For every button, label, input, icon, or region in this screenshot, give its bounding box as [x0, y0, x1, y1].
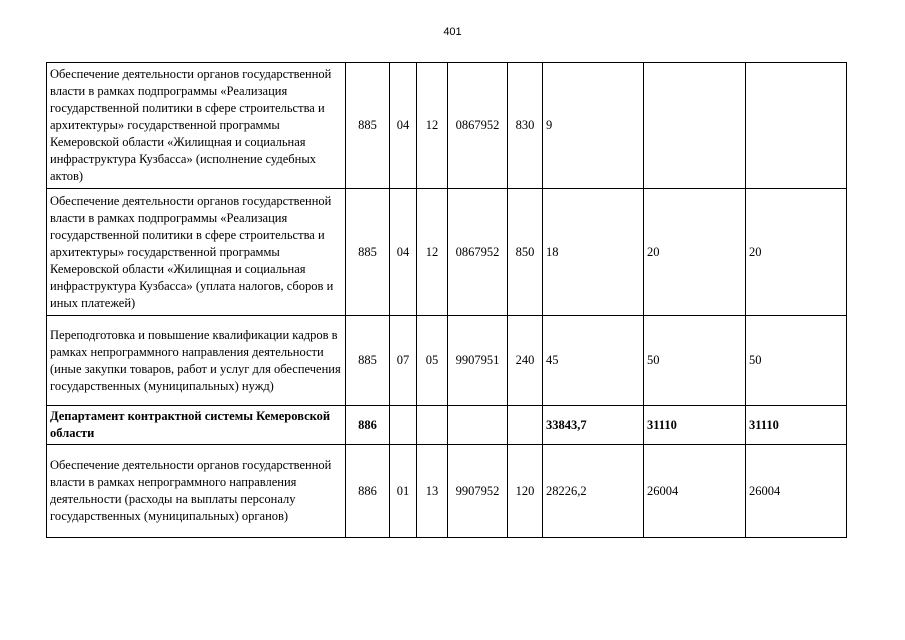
amount-year-2: 26004	[644, 445, 746, 538]
amount-year-1: 28226,2	[543, 445, 644, 538]
amount-year-1: 9	[543, 63, 644, 189]
table-row	[47, 63, 847, 189]
amount-year-2: 31110	[644, 406, 746, 445]
code-vr	[508, 406, 543, 445]
code-rz: 04	[390, 189, 417, 316]
page-number: 401	[443, 26, 462, 38]
table-row-department	[47, 406, 847, 445]
table-row	[47, 316, 847, 406]
row-description: Обеспечение деятельности органов государственной власти в рамках подпрограммы «Реализация государственной политики в сфере строительства и архитектуры» государственной программы Кемеровской области «Жилищная и социальная инфраструктура Кузбасса» (уплата налогов, сборов и иных платежей)	[47, 189, 346, 316]
amount-year-1: 45	[543, 316, 644, 406]
amount-year-3: 20	[746, 189, 847, 316]
row-description: Обеспечение деятельности органов государственной власти в рамках подпрограммы «Реализация государственной политики в сфере строительства и архитектуры» государственной программы Кемеровской области «Жилищная и социальная инфраструктура Кузбасса» (исполнение судебных актов)	[47, 63, 346, 189]
table-row	[47, 445, 847, 538]
row-description: Переподготовка и повышение квалификации кадров в рамках непрограммного направления деятельности (иные закупки товаров, работ и услуг для обеспечения государственных (муниципальных) нужд)	[47, 316, 346, 406]
amount-year-3: 31110	[746, 406, 847, 445]
code-csr: 0867952	[448, 189, 508, 316]
code-vr: 120	[508, 445, 543, 538]
amount-year-2: 50	[644, 316, 746, 406]
code-vr: 830	[508, 63, 543, 189]
amount-year-2	[644, 63, 746, 189]
code-pr: 13	[417, 445, 448, 538]
code-csr: 9907951	[448, 316, 508, 406]
code-gr: 885	[346, 189, 390, 316]
code-pr: 05	[417, 316, 448, 406]
code-gr: 885	[346, 63, 390, 189]
code-pr	[417, 406, 448, 445]
amount-year-1: 18	[543, 189, 644, 316]
amount-year-3: 26004	[746, 445, 847, 538]
code-pr: 12	[417, 189, 448, 316]
amount-year-1: 33843,7	[543, 406, 644, 445]
row-description: Обеспечение деятельности органов государственной власти в рамках непрограммного направления деятельности (расходы на выплаты персоналу государственных (муниципальных) органов)	[47, 445, 346, 538]
code-pr: 12	[417, 63, 448, 189]
code-csr: 0867952	[448, 63, 508, 189]
code-gr: 886	[346, 406, 390, 445]
code-csr: 9907952	[448, 445, 508, 538]
row-description: Департамент контрактной системы Кемеровской области	[47, 406, 346, 445]
code-rz: 07	[390, 316, 417, 406]
code-rz: 01	[390, 445, 417, 538]
code-vr: 240	[508, 316, 543, 406]
code-rz	[390, 406, 417, 445]
code-gr: 886	[346, 445, 390, 538]
table-row	[47, 189, 847, 316]
budget-table	[46, 62, 847, 538]
amount-year-3	[746, 63, 847, 189]
amount-year-3: 50	[746, 316, 847, 406]
code-vr: 850	[508, 189, 543, 316]
code-rz: 04	[390, 63, 417, 189]
amount-year-2: 20	[644, 189, 746, 316]
code-gr: 885	[346, 316, 390, 406]
code-csr	[448, 406, 508, 445]
